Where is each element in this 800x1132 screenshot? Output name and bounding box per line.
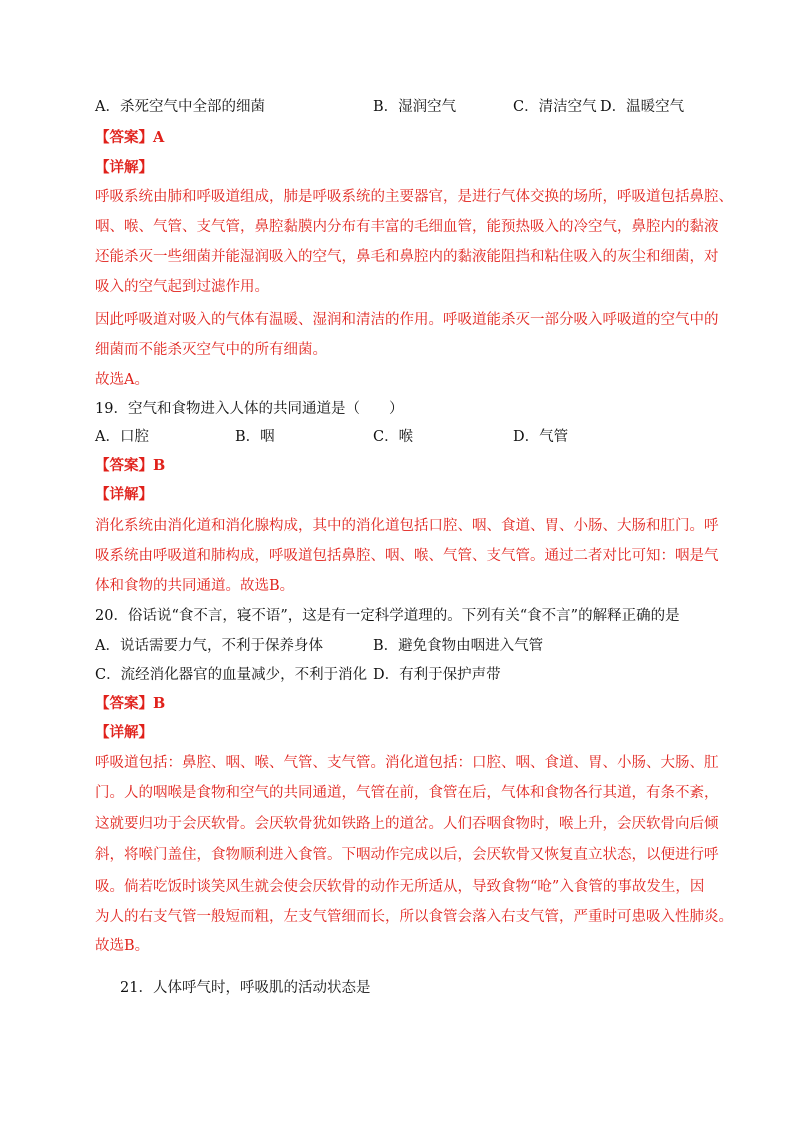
q19-option-c: C．喉: [373, 429, 414, 445]
q20-option-c: C．流经消化器官的血量减少，不利于消化: [95, 667, 368, 683]
q18-explanation-line: 呼吸系统由肺和呼吸道组成，肺是呼吸系统的主要器官，是进行气体交换的场所，呼吸道包括鼻腔、: [95, 189, 733, 205]
q20-option-d: D．有利于保护声带: [373, 667, 501, 683]
q20-explanation-line: 故选B。: [95, 938, 150, 954]
q19-stem: 19．空气和食物进入人体的共同通道是（ ）: [95, 401, 404, 417]
q18-option-c: C．清洁空气: [513, 99, 597, 115]
q20-option-b: B．避免食物由咽进入气管: [373, 638, 544, 654]
q19-explanation-line: 体和食物的共同通道。故选B。: [95, 578, 295, 594]
q18-explanation-line: 还能杀灭一些细菌并能湿润吸入的空气，鼻毛和鼻腔内的黏液能阻挡和粘住吸入的灰尘和细菌，对: [95, 249, 719, 265]
q18-explanation-line: 细菌而不能杀灭空气中的所有细菌。: [95, 342, 327, 358]
q20-stem: 20．俗话说“食不言，寝不语”，这是有一定科学道理的。下列有关“食不言”的解释正确的是: [95, 608, 680, 624]
q19-option-d: D．气管: [513, 429, 569, 445]
q19-explanation-line: 消化系统由消化道和消化腺构成，其中的消化道包括口腔、咽、食道、胃、小肠、大肠和肛门。呼: [95, 518, 719, 534]
q18-explanation-line: 吸入的空气起到过滤作用。: [95, 279, 269, 295]
q20-explanation-line: 门。人的咽喉是食物和空气的共同通道，气管在前，食管在后，气体和食物各行其道，有条不紊，: [95, 785, 719, 801]
q20-explanation-line: 为人的右支气管一般短而粗，左支气管细而长，所以食管会落入右支气管，严重时可患吸入性肺炎。: [95, 909, 733, 925]
q19-option-b: B．咽: [235, 429, 275, 445]
q19-explanation-line: 吸系统由呼吸道和肺构成，呼吸道包括鼻腔、咽、喉、气管、支气管。通过二者对比可知：咽是气: [95, 548, 719, 564]
q20-explanation-line: 吸。倘若吃饭时谈笑风生就会使会厌软骨的动作无所适从，导致食物“呛”入食管的事故发生，因: [95, 879, 705, 895]
q19-answer: 【答案】B: [95, 457, 166, 474]
q21-stem: 21．人体呼气时，呼吸肌的活动状态是: [120, 980, 371, 996]
q20-explanation-line: 呼吸道包括：鼻腔、咽、喉、气管、支气管。消化道包括：口腔、咽、食道、胃、小肠、大肠、肛: [95, 755, 719, 771]
q18-option-d: D．温暖空气: [600, 99, 685, 115]
q20-explanation-line: 斜，将喉门盖住，食物顺利进入食管。下咽动作完成以后，会厌软骨又恢复直立状态，以便进行呼: [95, 847, 719, 863]
q18-answer: 【答案】A: [95, 129, 165, 146]
q18-option-a: A．杀死空气中全部的细菌: [95, 99, 265, 115]
q20-answer: 【答案】B: [95, 695, 166, 712]
q18-explanation-line: 因此呼吸道对吸入的气体有温暖、湿润和清洁的作用。呼吸道能杀灭一部分吸入呼吸道的空气中的: [95, 312, 719, 328]
q19-option-a: A．口腔: [95, 429, 149, 445]
q20-option-a: A．说话需要力气，不利于保养身体: [95, 638, 323, 654]
q18-option-b: B．湿润空气: [373, 99, 457, 115]
q18-explanation-line: 故选A。: [95, 372, 149, 388]
q20-detail-heading: 【详解】: [95, 724, 153, 741]
q19-detail-heading: 【详解】: [95, 486, 153, 503]
q18-explanation-line: 咽、喉、气管、支气管，鼻腔黏膜内分布有丰富的毛细血管，能预热吸入的冷空气，鼻腔内的黏液: [95, 219, 719, 235]
q18-detail-heading: 【详解】: [95, 159, 153, 176]
q20-explanation-line: 这就要归功于会厌软骨。会厌软骨犹如铁路上的道岔。人们吞咽食物时，喉上升，会厌软骨向后倾: [95, 816, 719, 832]
